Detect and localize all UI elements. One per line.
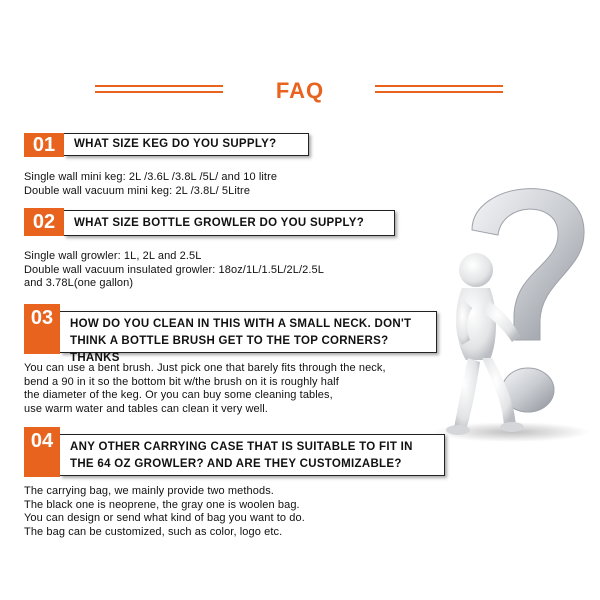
faq-number-01: 01: [24, 133, 64, 157]
answer-line: The black one is neoprene, the gray one is woolen bag.: [24, 498, 300, 511]
faq-answer-02: [24, 250, 324, 291]
question-line: WHAT SIZE BOTTLE GROWLER DO YOU SUPPLY?: [74, 217, 365, 229]
faq-header: [0, 78, 600, 104]
question-line: THE 64 OZ GROWLER? AND ARE THEY CUSTOMIZABLE?: [70, 458, 402, 470]
answer-line: The bag can be customized, such as color, logo etc.: [24, 525, 283, 538]
answer-line: the diameter of the keg. Or you can buy some cleaning tables,: [24, 389, 333, 401]
answer-line: You can design or send what kind of bag you want to do.: [24, 512, 305, 524]
answer-line: Double wall vacuum mini keg: 2L /3.8L/ 5Litre: [24, 184, 251, 197]
question-line: ANY OTHER CARRYING CASE THAT IS SUITABLE TO FIT IN: [70, 441, 413, 453]
faq-answer-04: [24, 485, 305, 539]
faq-question-01: [64, 133, 309, 156]
answer-line: use warm water and tables can clean it very well.: [24, 402, 268, 415]
faq-answer-03: [24, 362, 386, 416]
faq-number-04: 04: [24, 427, 60, 477]
faq-question-02: [64, 210, 395, 236]
faq-question-04: [60, 434, 445, 476]
page-title: FAQ: [275, 78, 325, 103]
answer-line: and 3.78L(one gallon): [24, 277, 134, 289]
answer-line: Single wall growler: 1L, 2L and 2.5L: [24, 250, 202, 262]
faq-number-03: 03: [24, 304, 60, 354]
question-mark-figure-icon: [432, 160, 600, 445]
faq-answer-01: [24, 171, 277, 198]
faq-question-03: [60, 311, 437, 364]
answer-line: The carrying bag, we mainly provide two methods.: [24, 485, 274, 497]
question-line: THINK A BOTTLE BRUSH GET TO THE TOP CORNERS? THANKS: [70, 335, 389, 364]
answer-line: You can use a bent brush. Just pick one that barely fits through the neck,: [24, 362, 386, 374]
question-line: HOW DO YOU CLEAN IN THIS WITH A SMALL NECK. DON'T: [70, 318, 412, 330]
title-decoration-right: [375, 85, 503, 97]
answer-line: Double wall vacuum insulated growler: 18oz/1L/1.5L/2L/2.5L: [24, 263, 324, 276]
answer-line: bend a 90 in it so the bottom bit w/the brush on it is roughly half: [24, 375, 339, 388]
faq-number-02: 02: [24, 208, 64, 236]
answer-line: Single wall mini keg: 2L /3.6L /3.8L /5L/ and 10 litre: [24, 171, 278, 183]
question-line: WHAT SIZE KEG DO YOU SUPPLY?: [74, 138, 277, 150]
